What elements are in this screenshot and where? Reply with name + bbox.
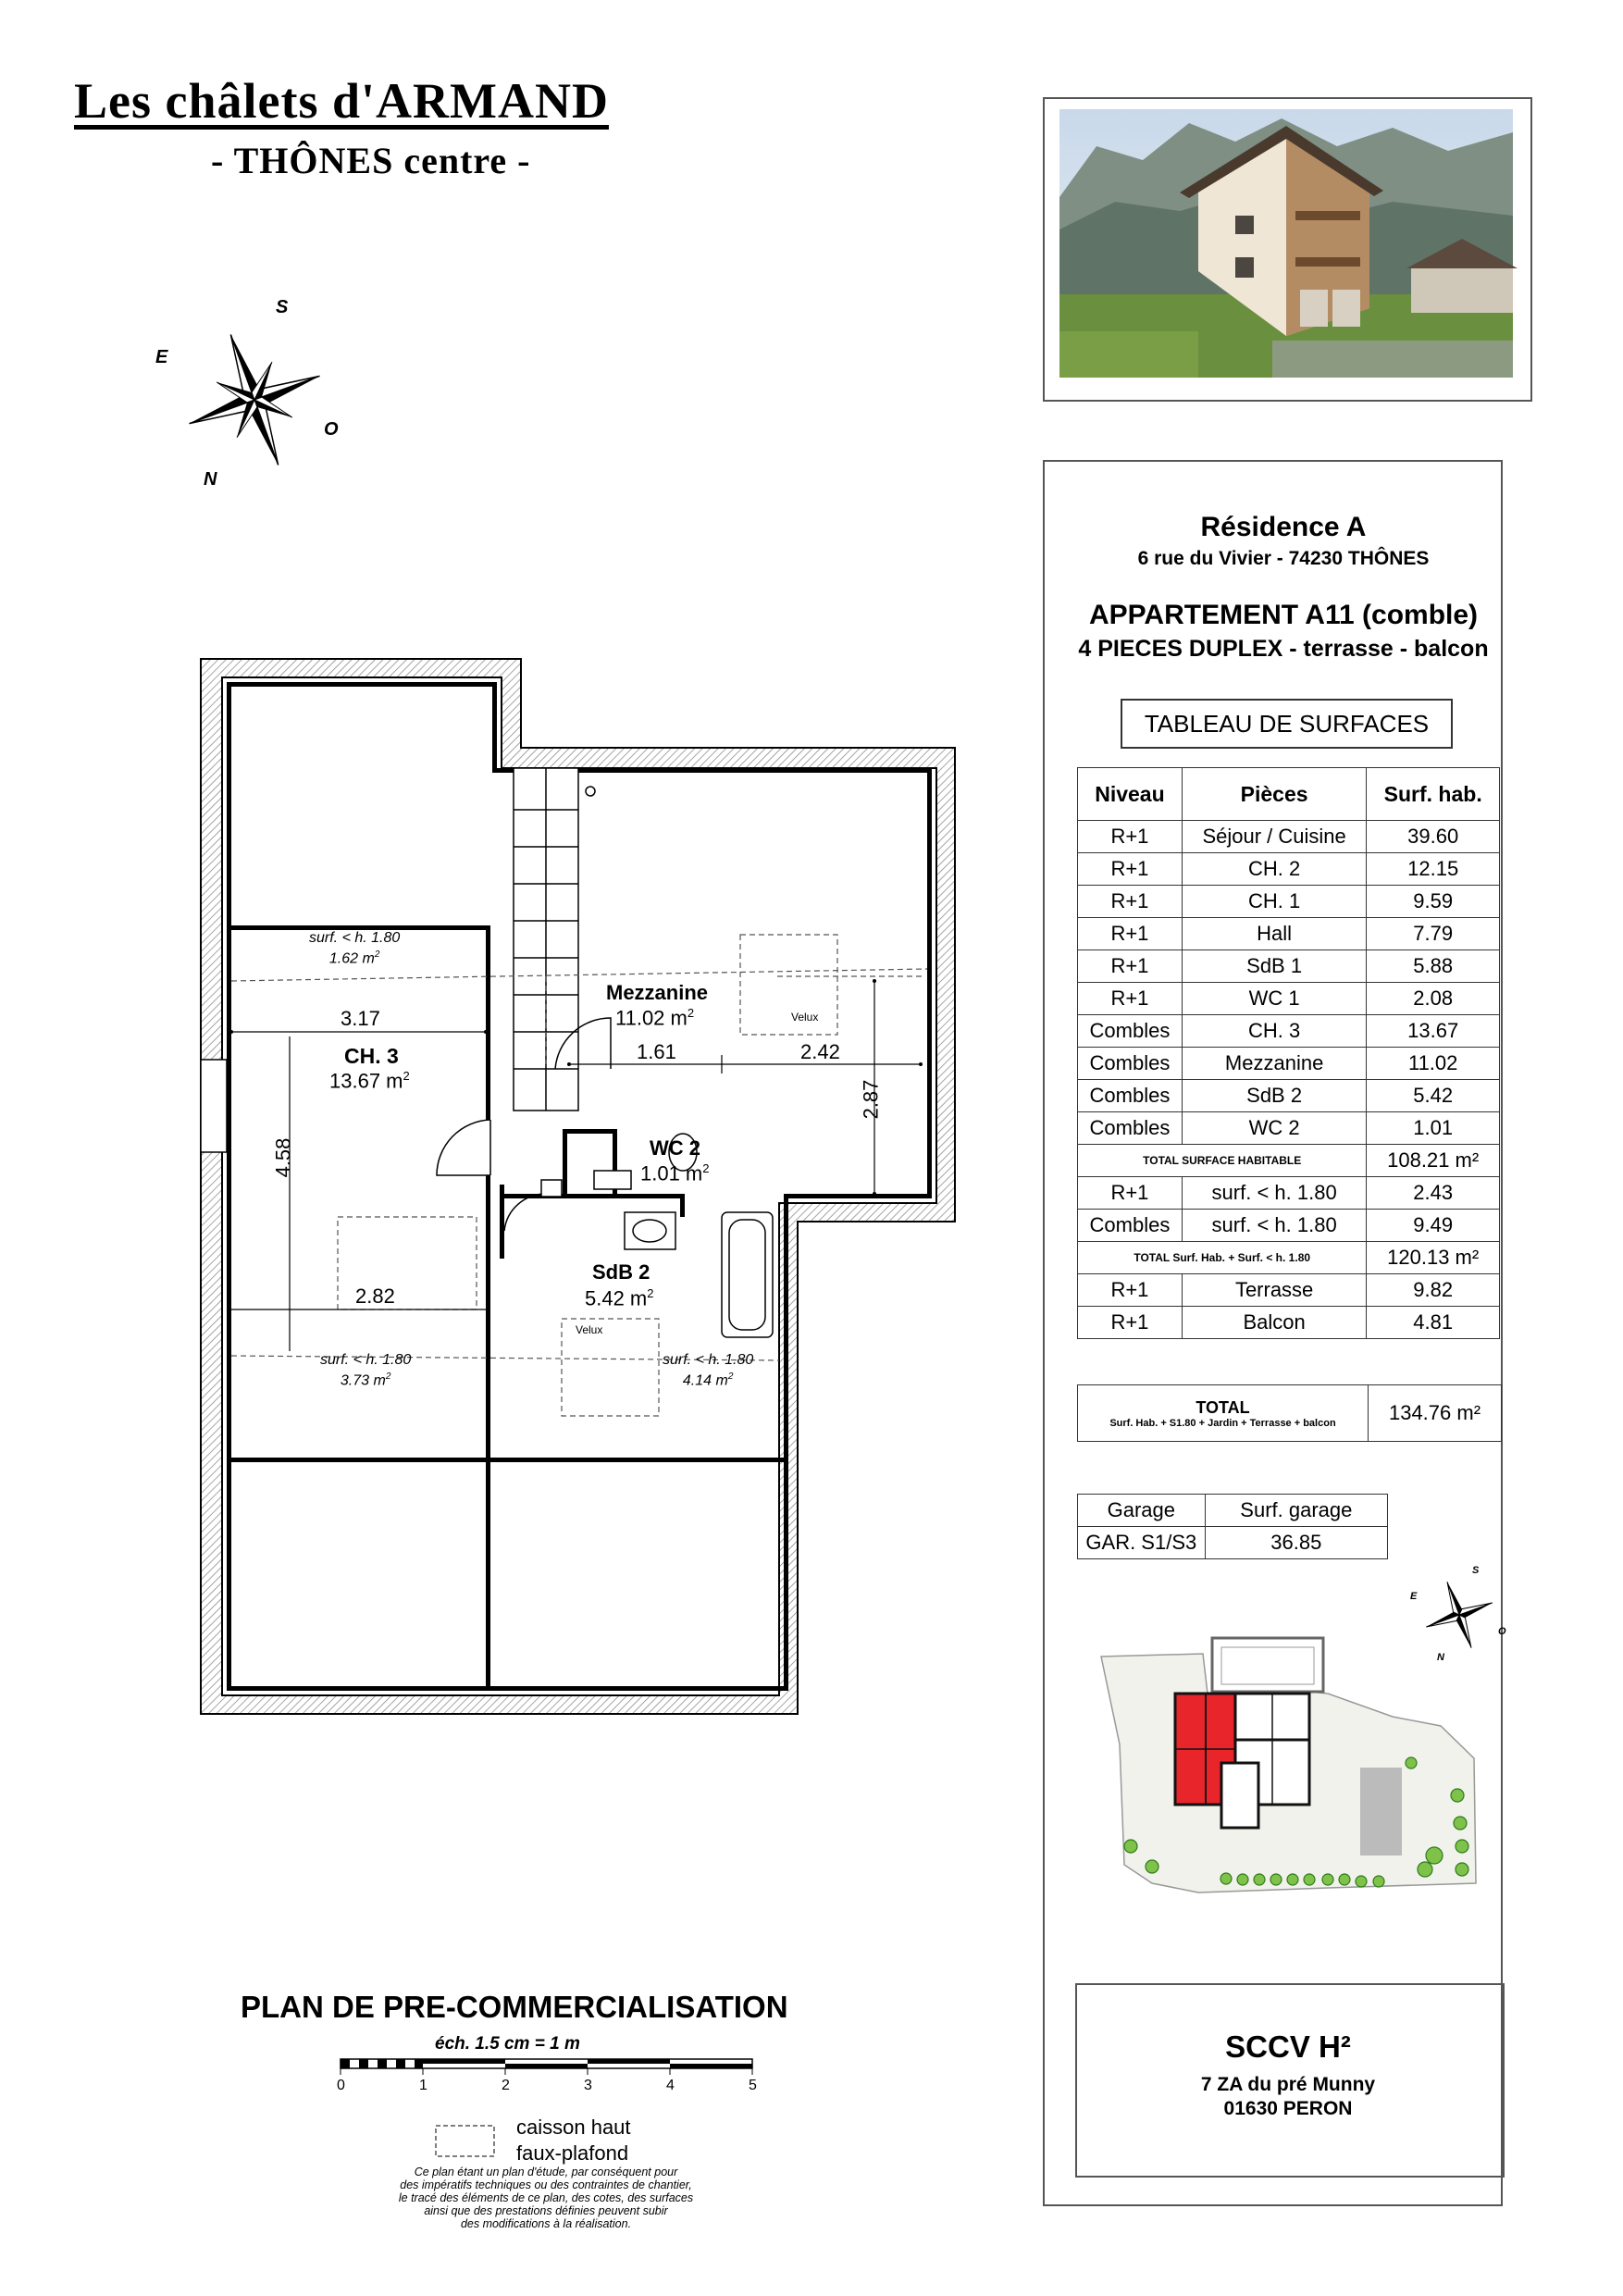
svg-text:0: 0 — [337, 2078, 345, 2093]
plan-title: PLAN DE PRE-COMMERCIALISATION — [241, 1990, 788, 2024]
apartment-description: 4 PIECES DUPLEX - terrasse - balcon — [1078, 636, 1489, 662]
garage-table — [1077, 1494, 1388, 1559]
garage-surf-value: 36.85 — [1205, 1527, 1387, 1559]
table-row: R+1 WC 1 2.08 — [1078, 983, 1500, 1015]
table-row: Combles surf. < h. 1.80 9.49 — [1078, 1210, 1500, 1242]
site-plan — [1096, 1633, 1485, 1902]
disclaimer-text: Ce plan étant un plan d'étude, par conséquent pour des impératifs techniques ou des contraintes de chantier, le tracé des éléments de ce plan, des cotes, des surfaces ainsi que des prestations définies peuvent subir des modifications à la réalisation. — [398, 2166, 694, 2230]
scale-bar — [333, 2056, 759, 2103]
table-row: Combles CH. 3 13.67 — [1078, 1015, 1500, 1048]
table-row: R+1 surf. < h. 1.80 2.43 — [1078, 1177, 1500, 1210]
svg-text:4: 4 — [666, 2078, 675, 2093]
svg-text:S: S — [1472, 1565, 1480, 1576]
grand-total-label: TOTAL — [1196, 1397, 1250, 1417]
floor-plan — [176, 639, 990, 1749]
compass-s: S — [276, 297, 289, 317]
garage-header: Garage — [1078, 1495, 1206, 1527]
col-header-surf: Surf. hab. — [1367, 768, 1500, 821]
svg-text:E: E — [1410, 1591, 1418, 1602]
svg-text:5: 5 — [749, 2078, 757, 2093]
room-label-sdb2: SdB 2 — [592, 1260, 650, 1284]
table-row: R+1 Balcon 4.81 — [1078, 1307, 1500, 1339]
dimension-label: 3.17 — [341, 1007, 380, 1030]
table-row: Combles SdB 2 5.42 — [1078, 1080, 1500, 1112]
scale-label: éch. 1.5 cm = 1 m — [435, 2034, 580, 2054]
surfaces-table — [1077, 767, 1500, 1339]
room-area-wc2: 1.01 $m^2$ — [640, 1161, 710, 1185]
grand-total-sublabel: Surf. Hab. + S1.80 + Jardin + Terrasse + balcon — [1109, 1417, 1336, 1429]
grand-total-value: 134.76 m² — [1388, 1401, 1481, 1424]
table-row: R+1 CH. 1 9.59 — [1078, 886, 1500, 918]
garage-surf-header: Surf. garage — [1205, 1495, 1387, 1527]
dimension-label: 1.61 — [637, 1040, 676, 1063]
dimension-label: 2.82 — [355, 1285, 395, 1308]
total-habitable-row: TOTAL SURFACE HABITABLE 108.21 m² — [1078, 1145, 1500, 1177]
low-ceiling-label: surf. < h. 1.80 3.73 $m^2$ — [320, 1352, 412, 1389]
svg-text:O: O — [1498, 1626, 1506, 1637]
table-row: Combles Mezzanine 11.02 — [1078, 1048, 1500, 1080]
table-row: R+1 CH. 2 12.15 — [1078, 853, 1500, 886]
col-header-niveau: Niveau — [1078, 768, 1183, 821]
garage-id: GAR. S1/S3 — [1078, 1527, 1206, 1559]
compass-e: E — [155, 347, 168, 367]
room-area-ch3: 13.67 $m^2$ — [329, 1069, 410, 1093]
window — [201, 1060, 227, 1152]
low-ceiling-label: surf. < h. 1.80 1.62 $m^2$ — [309, 930, 401, 967]
dimension-label: 4.58 — [271, 1137, 295, 1178]
low-ceiling-label: surf. < h. 1.80 4.14 $m^2$ — [663, 1352, 754, 1389]
compass-o: O — [324, 419, 339, 440]
svg-text:3: 3 — [584, 2078, 592, 2093]
room-area-mezzanine: 11.02 $m^2$ — [615, 1006, 695, 1030]
residence-address: 6 rue du Vivier - 74230 THÔNES — [1137, 548, 1430, 569]
surfaces-table-header — [1078, 768, 1500, 821]
legend-text: caisson haut faux-plafond — [516, 2116, 631, 2165]
svg-text:2: 2 — [502, 2078, 510, 2093]
total-low-ceiling-row: TOTAL Surf. Hab. + Surf. < h. 1.80 120.13 m² — [1078, 1242, 1500, 1274]
velux-label: Velux — [576, 1323, 603, 1336]
table-row: R+1 Hall 7.79 — [1078, 918, 1500, 950]
dimension-label: 2.87 — [859, 1079, 883, 1120]
surfaces-table-caption: TABLEAU DE SURFACES — [1121, 699, 1453, 749]
document-subtitle: - THÔNES centre - — [211, 140, 531, 181]
table-row: R+1 Séjour / Cuisine 39.60 — [1078, 821, 1500, 853]
dimension-label: 2.42 — [800, 1040, 840, 1063]
compass-n: N — [204, 469, 217, 490]
company-address: 7 ZA du pré Munny 01630 PERON — [1200, 2074, 1376, 2119]
compass-rose-icon — [139, 296, 352, 509]
legend-swatch — [435, 2125, 496, 2158]
room-label-ch3: CH. 3 — [344, 1044, 399, 1068]
apartment-title: APPARTEMENT A11 (comble) — [1088, 600, 1479, 630]
room-label-mezzanine: Mezzanine — [606, 981, 709, 1004]
velux-label: Velux — [791, 1011, 819, 1024]
grand-total-box — [1077, 1384, 1502, 1442]
table-row: R+1 SdB 1 5.88 — [1078, 950, 1500, 983]
document-title: Les châlets d'ARMAND — [74, 73, 609, 129]
residence-name: Résidence A — [1200, 512, 1367, 542]
company-name: SCCV H² — [1225, 2029, 1351, 2064]
table-row: R+1 Terrasse 9.82 — [1078, 1274, 1500, 1307]
table-row: Combles WC 2 1.01 — [1078, 1112, 1500, 1145]
col-header-pieces: Pièces — [1182, 768, 1367, 821]
room-area-sdb2: 5.42 $m^2$ — [585, 1286, 654, 1310]
building-photo — [1059, 109, 1513, 378]
room-label-wc2: WC 2 — [650, 1136, 700, 1160]
svg-text:1: 1 — [419, 2078, 427, 2093]
svg-text:N: N — [1437, 1652, 1444, 1663]
